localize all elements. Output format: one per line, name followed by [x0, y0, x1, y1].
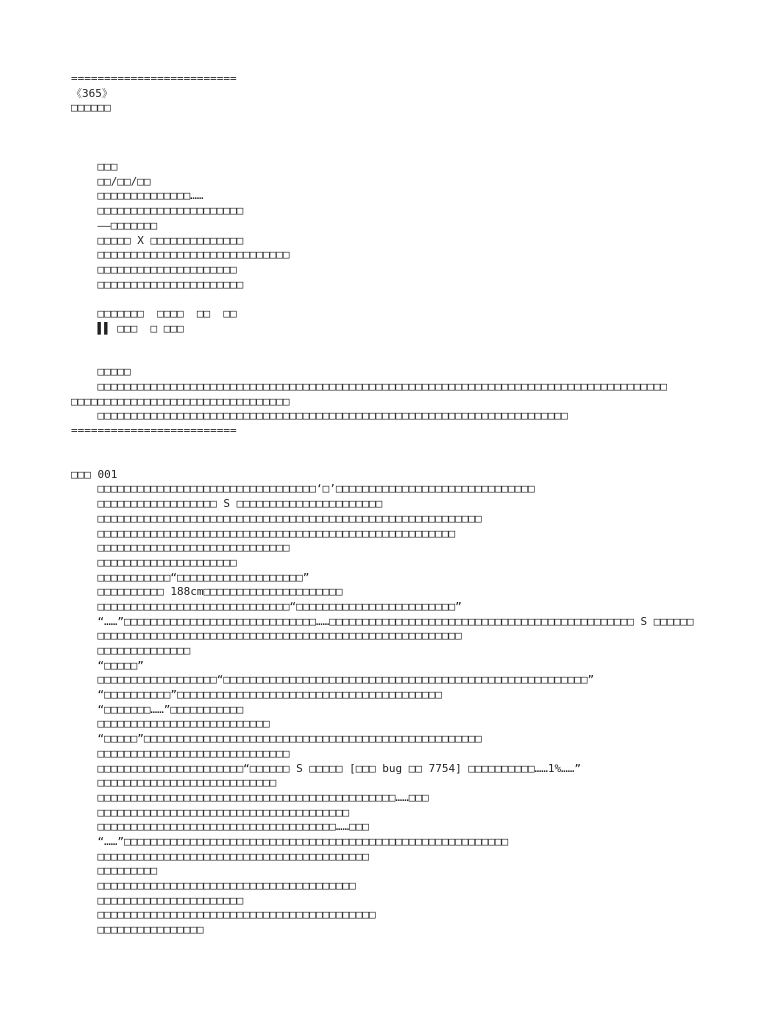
status-line: ▌▌ □□□ □ □□□ [71, 321, 184, 335]
chapter-line: □□□□□□□□□□□□□□□□□□□□□ [71, 555, 237, 569]
chapter-line: □□□□□□□□□□□□□□□□□□□□□□□□□□□□□□□□□□□□□□□□□□□□□……□□□ [71, 790, 429, 804]
info-line: □□□ [71, 160, 118, 174]
chapter-line: “□□□□□□□□□□”□□□□□□□□□□□□□□□□□□□□□□□□□□□□□□□□□□□□□□□□ [71, 688, 442, 702]
chapter-line: □□□□□□□□□□□□□□□□□□□□□□□□□□□ [71, 776, 277, 790]
chapter-line: □□□□□□□□□□□□□□□□□□□□□□□□□□□□□“□□□□□□□□□□□□□□□□□□□□□□□□” [71, 599, 462, 613]
info-line: □□□□□ X □□□□□□□□□□□□□□ [71, 233, 244, 247]
chapter-line: □□□□□□□□□□□□□□ [71, 644, 191, 657]
tags-line: □□□□□□□ □□□□ □□ □□ [71, 306, 237, 320]
info-block [71, 160, 731, 336]
chapter-line: □□□□□□□□□□□□□□□□□□“□□□□□□□□□□□□□□□□□□□□□□□□□□□□□□□□□□□□□□□□□□□□□□□□□□□□□□□” [71, 673, 595, 687]
chapter-line: “□□□□□□□……”□□□□□□□□□□□ [71, 702, 244, 716]
summary-line: □□□□□□□□□□□□□□□□□□□□□□□□□□□□□□□□□ [71, 394, 290, 408]
info-line: □□□□□□□□□□□□□□□□□□□□□□□□□□□□□ [71, 248, 290, 262]
chapter-block [71, 468, 731, 938]
chapter-line: □□□□□□□□□□□□□□□□□□□□□□□□□□□□□□□□□□□□□□□□□□□□□□□□□□□□□□□ [71, 629, 462, 643]
book-subtitle: □□□□□□ [71, 101, 111, 115]
info-line: □□/□□/□□ [71, 174, 151, 188]
info-line: □□□□□□□□□□□□□□□□□□□□□□ [71, 277, 244, 291]
chapter-line: □□□□□□□□□□□□□□□□□□□□□□□□□□ [71, 717, 270, 731]
rule-bottom: ========================= [71, 424, 237, 438]
chapter-line: □□□□□□□□□□□□□□□□□□□□□□□□□□□□□□□□□□□□……□□□ [71, 820, 370, 834]
chapter-line: □□□□□□□□□□□□□□□□□□□□□□□□□□□□□□□□□□□□□□□□□□□□□□□□□□□□□□□□□□ [71, 511, 482, 525]
chapter-line: □□□□□□□□□□ 188cm□□□□□□□□□□□□□□□□□□□□□ [71, 585, 343, 599]
book-title: 《365》 [71, 86, 113, 100]
info-line: □□□□□□□□□□□□□□□□□□□□□ [71, 262, 237, 276]
chapter-line: □□□□□□□□□□□□□□□□□□ S □□□□□□□□□□□□□□□□□□□□□□ [71, 497, 383, 511]
chapter-line: □□□□□□□□□□□□□□□□□□□□□□□□□□□□□□□□□‘□’□□□□□□□□□□□□□□□□□□□□□□□□□□□□□□ [71, 482, 535, 496]
rule-top: ========================= [71, 72, 237, 85]
summary-block [71, 365, 731, 438]
chapter-line: □□□□□□□□□□□“□□□□□□□□□□□□□□□□□□□” [71, 570, 310, 584]
chapter-line: □□□□□□□□□□□□□□□□ [71, 923, 204, 937]
summary-line: □□□□□□□□□□□□□□□□□□□□□□□□□□□□□□□□□□□□□□□□□□□□□□□□□□□□□□□□□□□□□□□□□□□□□□□□□□□□□□□□□□□□□□ [71, 380, 668, 393]
summary-heading: □□□□□ [71, 365, 131, 379]
chapter-line: □□□□□□□□□□□□□□□□□□□□□□□□□□□□□□□□□□□□□□□ [71, 879, 356, 892]
chapter-line: “……”□□□□□□□□□□□□□□□□□□□□□□□□□□□□□□□□□□□□□□□□□□□□□□□□□□□□□□□□□□ [71, 834, 509, 848]
info-line: □□□□□□□□□□□□□□…… [71, 189, 204, 203]
summary-line: □□□□□□□□□□□□□□□□□□□□□□□□□□□□□□□□□□□□□□□□□□□□□□□□□□□□□□□□□□□□□□□□□□□□□□□ [71, 409, 568, 423]
chapter-line: □□□□□□□□□□□□□□□□□□□□□□□□□□□□□□□□□□□□□□ [71, 805, 350, 819]
chapter-title: □□□ 001 [71, 467, 118, 481]
chapter-line: □□□□□□□□□□□□□□□□□□□□□□□□□□□□□ [71, 541, 290, 555]
chapter-line: □□□□□□□□□□□□□□□□□□□□□□□□□□□□□ [71, 746, 290, 760]
chapter-line: □□□□□□□□□□□□□□□□□□□□□□□□□□□□□□□□□□□□□□□□□□ [71, 908, 376, 922]
chapter-line: □□□□□□□□□□□□□□□□□□□□□□□□□□□□□□□□□□□□□□□□□ [71, 849, 370, 863]
chapter-line: “□□□□□” [71, 658, 144, 672]
chapter-line: “……”□□□□□□□□□□□□□□□□□□□□□□□□□□□□□……□□□□□□□□□□□□□□□□□□□□□□□□□□□□□□□□□□□□□□□□□□□□□□ S □□□□□□ [71, 614, 694, 628]
info-line: ——□□□□□□□ [71, 218, 158, 232]
chapter-line: □□□□□□□□□ [71, 864, 158, 878]
chapter-line: □□□□□□□□□□□□□□□□□□□□□□“□□□□□□ S □□□□□ [□□□ bug □□ 7754] □□□□□□□□□□……1%……” [71, 761, 581, 775]
chapter-line: □□□□□□□□□□□□□□□□□□□□□□ [71, 893, 244, 907]
document-body [71, 72, 731, 938]
chapter-line: “□□□□□”□□□□□□□□□□□□□□□□□□□□□□□□□□□□□□□□□□□□□□□□□□□□□□□□□□□ [71, 732, 482, 746]
chapter-line: □□□□□□□□□□□□□□□□□□□□□□□□□□□□□□□□□□□□□□□□□□□□□□□□□□□□□□ [71, 526, 456, 540]
info-line: □□□□□□□□□□□□□□□□□□□□□□ [71, 204, 244, 218]
